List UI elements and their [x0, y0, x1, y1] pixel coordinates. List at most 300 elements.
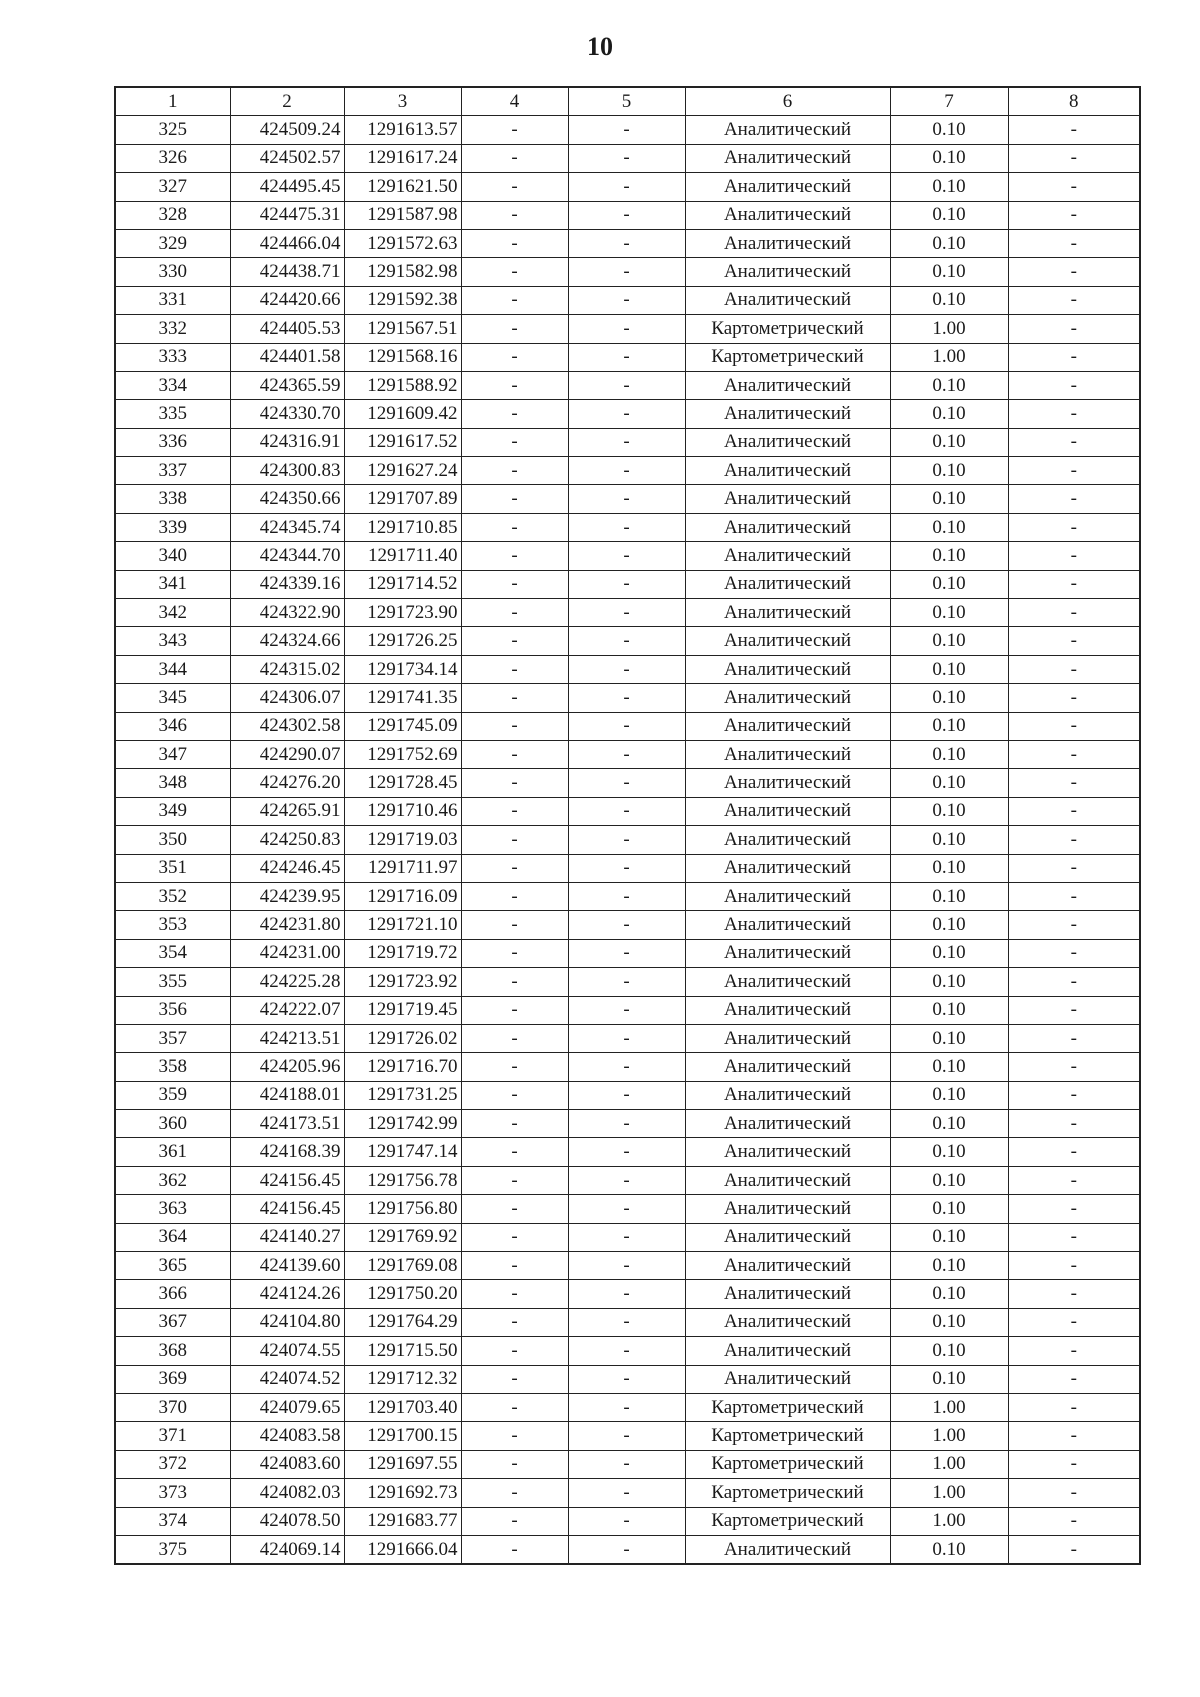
table-row	[115, 911, 1140, 939]
accuracy-cell: 0.10	[890, 1195, 1008, 1223]
column-4-cell: -	[461, 826, 568, 854]
column-4-cell: -	[461, 740, 568, 768]
point-number-cell: 358	[115, 1053, 230, 1081]
accuracy-cell: 0.10	[890, 1081, 1008, 1109]
accuracy-cell: 0.10	[890, 1365, 1008, 1393]
column-5-cell: -	[568, 1024, 685, 1052]
x-coordinate-cell: 424074.52	[230, 1365, 344, 1393]
column-5-cell: -	[568, 1365, 685, 1393]
column-header: 4	[461, 87, 568, 116]
method-cell: Картометрический	[685, 1479, 890, 1507]
column-8-cell: -	[1008, 882, 1140, 910]
column-4-cell: -	[461, 428, 568, 456]
table-row	[115, 1223, 1140, 1251]
table-row	[115, 740, 1140, 768]
accuracy-cell: 0.10	[890, 570, 1008, 598]
column-8-cell: -	[1008, 428, 1140, 456]
table-row	[115, 1479, 1140, 1507]
y-coordinate-cell: 1291582.98	[344, 258, 461, 286]
column-4-cell: -	[461, 1053, 568, 1081]
column-5-cell: -	[568, 229, 685, 257]
y-coordinate-cell: 1291711.97	[344, 854, 461, 882]
table-row	[115, 655, 1140, 683]
y-coordinate-cell: 1291567.51	[344, 315, 461, 343]
accuracy-cell: 0.10	[890, 627, 1008, 655]
column-4-cell: -	[461, 1422, 568, 1450]
y-coordinate-cell: 1291714.52	[344, 570, 461, 598]
point-number-cell: 337	[115, 457, 230, 485]
method-cell: Аналитический	[685, 116, 890, 144]
column-8-cell: -	[1008, 1479, 1140, 1507]
column-5-cell: -	[568, 712, 685, 740]
y-coordinate-cell: 1291697.55	[344, 1450, 461, 1478]
point-number-cell: 369	[115, 1365, 230, 1393]
y-coordinate-cell: 1291726.02	[344, 1024, 461, 1052]
y-coordinate-cell: 1291769.08	[344, 1252, 461, 1280]
method-cell: Аналитический	[685, 485, 890, 513]
column-8-cell: -	[1008, 1252, 1140, 1280]
accuracy-cell: 0.10	[890, 1166, 1008, 1194]
method-cell: Аналитический	[685, 599, 890, 627]
table-row	[115, 769, 1140, 797]
table-row	[115, 371, 1140, 399]
column-4-cell: -	[461, 116, 568, 144]
column-header: 8	[1008, 87, 1140, 116]
y-coordinate-cell: 1291750.20	[344, 1280, 461, 1308]
column-5-cell: -	[568, 1450, 685, 1478]
x-coordinate-cell: 424509.24	[230, 116, 344, 144]
point-number-cell: 339	[115, 513, 230, 541]
table-row	[115, 286, 1140, 314]
y-coordinate-cell: 1291756.80	[344, 1195, 461, 1223]
y-coordinate-cell: 1291726.25	[344, 627, 461, 655]
column-8-cell: -	[1008, 627, 1140, 655]
table-row	[115, 968, 1140, 996]
point-number-cell: 354	[115, 939, 230, 967]
point-number-cell: 329	[115, 229, 230, 257]
point-number-cell: 368	[115, 1337, 230, 1365]
y-coordinate-cell: 1291756.78	[344, 1166, 461, 1194]
method-cell: Аналитический	[685, 1337, 890, 1365]
column-5-cell: -	[568, 343, 685, 371]
column-8-cell: -	[1008, 400, 1140, 428]
column-4-cell: -	[461, 968, 568, 996]
accuracy-cell: 0.10	[890, 740, 1008, 768]
method-cell: Картометрический	[685, 1507, 890, 1535]
method-cell: Аналитический	[685, 1308, 890, 1336]
method-cell: Картометрический	[685, 343, 890, 371]
column-8-cell: -	[1008, 1337, 1140, 1365]
method-cell: Аналитический	[685, 144, 890, 172]
table-row	[115, 428, 1140, 456]
x-coordinate-cell: 424495.45	[230, 173, 344, 201]
column-4-cell: -	[461, 1450, 568, 1478]
column-5-cell: -	[568, 684, 685, 712]
x-coordinate-cell: 424246.45	[230, 854, 344, 882]
table-row	[115, 1535, 1140, 1564]
column-5-cell: -	[568, 1223, 685, 1251]
x-coordinate-cell: 424302.58	[230, 712, 344, 740]
y-coordinate-cell: 1291617.52	[344, 428, 461, 456]
method-cell: Аналитический	[685, 996, 890, 1024]
column-8-cell: -	[1008, 1081, 1140, 1109]
table-row	[115, 315, 1140, 343]
column-4-cell: -	[461, 1110, 568, 1138]
table-row	[115, 570, 1140, 598]
column-8-cell: -	[1008, 1393, 1140, 1421]
table-row	[115, 599, 1140, 627]
accuracy-cell: 0.10	[890, 116, 1008, 144]
x-coordinate-cell: 424222.07	[230, 996, 344, 1024]
point-number-cell: 331	[115, 286, 230, 314]
table-row	[115, 939, 1140, 967]
method-cell: Аналитический	[685, 769, 890, 797]
method-cell: Аналитический	[685, 627, 890, 655]
accuracy-cell: 0.10	[890, 1138, 1008, 1166]
column-5-cell: -	[568, 968, 685, 996]
column-4-cell: -	[461, 1365, 568, 1393]
accuracy-cell: 0.10	[890, 797, 1008, 825]
x-coordinate-cell: 424265.91	[230, 797, 344, 825]
table-row	[115, 684, 1140, 712]
y-coordinate-cell: 1291613.57	[344, 116, 461, 144]
y-coordinate-cell: 1291707.89	[344, 485, 461, 513]
point-number-cell: 364	[115, 1223, 230, 1251]
column-4-cell: -	[461, 1223, 568, 1251]
point-number-cell: 325	[115, 116, 230, 144]
column-4-cell: -	[461, 939, 568, 967]
y-coordinate-cell: 1291745.09	[344, 712, 461, 740]
accuracy-cell: 0.10	[890, 968, 1008, 996]
column-5-cell: -	[568, 740, 685, 768]
accuracy-cell: 0.10	[890, 769, 1008, 797]
method-cell: Аналитический	[685, 457, 890, 485]
x-coordinate-cell: 424365.59	[230, 371, 344, 399]
y-coordinate-cell: 1291721.10	[344, 911, 461, 939]
method-cell: Картометрический	[685, 1422, 890, 1450]
x-coordinate-cell: 424239.95	[230, 882, 344, 910]
table-row	[115, 1308, 1140, 1336]
point-number-cell: 327	[115, 173, 230, 201]
y-coordinate-cell: 1291621.50	[344, 173, 461, 201]
y-coordinate-cell: 1291710.46	[344, 797, 461, 825]
accuracy-cell: 0.10	[890, 1252, 1008, 1280]
x-coordinate-cell: 424300.83	[230, 457, 344, 485]
table-row	[115, 1110, 1140, 1138]
column-5-cell: -	[568, 1138, 685, 1166]
column-8-cell: -	[1008, 1280, 1140, 1308]
column-5-cell: -	[568, 854, 685, 882]
table-row	[115, 201, 1140, 229]
column-4-cell: -	[461, 1195, 568, 1223]
x-coordinate-cell: 424405.53	[230, 315, 344, 343]
y-coordinate-cell: 1291592.38	[344, 286, 461, 314]
point-number-cell: 336	[115, 428, 230, 456]
method-cell: Аналитический	[685, 1252, 890, 1280]
accuracy-cell: 0.10	[890, 1223, 1008, 1251]
x-coordinate-cell: 424401.58	[230, 343, 344, 371]
column-5-cell: -	[568, 1081, 685, 1109]
x-coordinate-cell: 424205.96	[230, 1053, 344, 1081]
column-4-cell: -	[461, 144, 568, 172]
method-cell: Аналитический	[685, 1053, 890, 1081]
table-row	[115, 258, 1140, 286]
accuracy-cell: 1.00	[890, 1479, 1008, 1507]
x-coordinate-cell: 424082.03	[230, 1479, 344, 1507]
x-coordinate-cell: 424156.45	[230, 1195, 344, 1223]
column-4-cell: -	[461, 1535, 568, 1564]
x-coordinate-cell: 424083.60	[230, 1450, 344, 1478]
accuracy-cell: 0.10	[890, 485, 1008, 513]
table-row	[115, 1507, 1140, 1535]
point-number-cell: 328	[115, 201, 230, 229]
column-5-cell: -	[568, 315, 685, 343]
accuracy-cell: 0.10	[890, 712, 1008, 740]
accuracy-cell: 0.10	[890, 1535, 1008, 1564]
method-cell: Аналитический	[685, 1535, 890, 1564]
point-number-cell: 341	[115, 570, 230, 598]
x-coordinate-cell: 424104.80	[230, 1308, 344, 1336]
method-cell: Аналитический	[685, 968, 890, 996]
accuracy-cell: 0.10	[890, 457, 1008, 485]
accuracy-cell: 1.00	[890, 1393, 1008, 1421]
column-4-cell: -	[461, 599, 568, 627]
table-row	[115, 854, 1140, 882]
column-5-cell: -	[568, 428, 685, 456]
y-coordinate-cell: 1291587.98	[344, 201, 461, 229]
column-5-cell: -	[568, 599, 685, 627]
method-cell: Аналитический	[685, 1081, 890, 1109]
y-coordinate-cell: 1291609.42	[344, 400, 461, 428]
point-number-cell: 351	[115, 854, 230, 882]
method-cell: Аналитический	[685, 1110, 890, 1138]
accuracy-cell: 0.10	[890, 286, 1008, 314]
accuracy-cell: 1.00	[890, 1450, 1008, 1478]
point-number-cell: 366	[115, 1280, 230, 1308]
column-8-cell: -	[1008, 854, 1140, 882]
column-5-cell: -	[568, 1393, 685, 1421]
column-5-cell: -	[568, 655, 685, 683]
y-coordinate-cell: 1291712.32	[344, 1365, 461, 1393]
x-coordinate-cell: 424069.14	[230, 1535, 344, 1564]
table-row	[115, 627, 1140, 655]
table-row	[115, 1053, 1140, 1081]
table-row	[115, 1252, 1140, 1280]
point-number-cell: 356	[115, 996, 230, 1024]
table-row	[115, 882, 1140, 910]
accuracy-cell: 0.10	[890, 939, 1008, 967]
point-number-cell: 362	[115, 1166, 230, 1194]
x-coordinate-cell: 424502.57	[230, 144, 344, 172]
column-4-cell: -	[461, 513, 568, 541]
column-5-cell: -	[568, 542, 685, 570]
method-cell: Аналитический	[685, 1195, 890, 1223]
method-cell: Аналитический	[685, 797, 890, 825]
column-8-cell: -	[1008, 968, 1140, 996]
x-coordinate-cell: 424466.04	[230, 229, 344, 257]
y-coordinate-cell: 1291742.99	[344, 1110, 461, 1138]
accuracy-cell: 0.10	[890, 1110, 1008, 1138]
point-number-cell: 347	[115, 740, 230, 768]
method-cell: Аналитический	[685, 684, 890, 712]
column-5-cell: -	[568, 116, 685, 144]
x-coordinate-cell: 424438.71	[230, 258, 344, 286]
y-coordinate-cell: 1291692.73	[344, 1479, 461, 1507]
column-4-cell: -	[461, 684, 568, 712]
x-coordinate-cell: 424231.00	[230, 939, 344, 967]
accuracy-cell: 0.10	[890, 173, 1008, 201]
accuracy-cell: 0.10	[890, 911, 1008, 939]
method-cell: Аналитический	[685, 173, 890, 201]
column-header: 7	[890, 87, 1008, 116]
point-number-cell: 360	[115, 1110, 230, 1138]
column-4-cell: -	[461, 570, 568, 598]
column-8-cell: -	[1008, 116, 1140, 144]
column-8-cell: -	[1008, 939, 1140, 967]
column-4-cell: -	[461, 371, 568, 399]
y-coordinate-cell: 1291719.72	[344, 939, 461, 967]
column-8-cell: -	[1008, 797, 1140, 825]
x-coordinate-cell: 424475.31	[230, 201, 344, 229]
accuracy-cell: 0.10	[890, 229, 1008, 257]
table-row	[115, 542, 1140, 570]
method-cell: Аналитический	[685, 1223, 890, 1251]
column-8-cell: -	[1008, 996, 1140, 1024]
y-coordinate-cell: 1291710.85	[344, 513, 461, 541]
y-coordinate-cell: 1291719.03	[344, 826, 461, 854]
column-5-cell: -	[568, 258, 685, 286]
column-4-cell: -	[461, 258, 568, 286]
accuracy-cell: 0.10	[890, 854, 1008, 882]
method-cell: Картометрический	[685, 1393, 890, 1421]
column-4-cell: -	[461, 1507, 568, 1535]
point-number-cell: 348	[115, 769, 230, 797]
point-number-cell: 373	[115, 1479, 230, 1507]
column-8-cell: -	[1008, 144, 1140, 172]
x-coordinate-cell: 424420.66	[230, 286, 344, 314]
column-5-cell: -	[568, 882, 685, 910]
column-5-cell: -	[568, 400, 685, 428]
x-coordinate-cell: 424276.20	[230, 769, 344, 797]
y-coordinate-cell: 1291719.45	[344, 996, 461, 1024]
accuracy-cell: 0.10	[890, 1280, 1008, 1308]
x-coordinate-cell: 424225.28	[230, 968, 344, 996]
point-number-cell: 352	[115, 882, 230, 910]
table-row	[115, 173, 1140, 201]
x-coordinate-cell: 424344.70	[230, 542, 344, 570]
point-number-cell: 359	[115, 1081, 230, 1109]
y-coordinate-cell: 1291728.45	[344, 769, 461, 797]
column-8-cell: -	[1008, 911, 1140, 939]
column-5-cell: -	[568, 570, 685, 598]
column-5-cell: -	[568, 513, 685, 541]
column-5-cell: -	[568, 627, 685, 655]
column-8-cell: -	[1008, 1166, 1140, 1194]
column-4-cell: -	[461, 1138, 568, 1166]
table-row	[115, 826, 1140, 854]
method-cell: Аналитический	[685, 911, 890, 939]
column-4-cell: -	[461, 343, 568, 371]
point-number-cell: 340	[115, 542, 230, 570]
y-coordinate-cell: 1291764.29	[344, 1308, 461, 1336]
column-4-cell: -	[461, 201, 568, 229]
column-4-cell: -	[461, 1024, 568, 1052]
accuracy-cell: 1.00	[890, 1422, 1008, 1450]
column-8-cell: -	[1008, 684, 1140, 712]
y-coordinate-cell: 1291617.24	[344, 144, 461, 172]
column-4-cell: -	[461, 286, 568, 314]
column-4-cell: -	[461, 854, 568, 882]
column-8-cell: -	[1008, 371, 1140, 399]
point-number-cell: 326	[115, 144, 230, 172]
column-8-cell: -	[1008, 286, 1140, 314]
column-4-cell: -	[461, 1393, 568, 1421]
column-8-cell: -	[1008, 485, 1140, 513]
accuracy-cell: 0.10	[890, 655, 1008, 683]
x-coordinate-cell: 424173.51	[230, 1110, 344, 1138]
table-row	[115, 1422, 1140, 1450]
column-5-cell: -	[568, 1166, 685, 1194]
method-cell: Аналитический	[685, 826, 890, 854]
column-8-cell: -	[1008, 173, 1140, 201]
point-number-cell: 372	[115, 1450, 230, 1478]
method-cell: Картометрический	[685, 315, 890, 343]
accuracy-cell: 0.10	[890, 826, 1008, 854]
column-4-cell: -	[461, 542, 568, 570]
column-8-cell: -	[1008, 1223, 1140, 1251]
method-cell: Аналитический	[685, 258, 890, 286]
accuracy-cell: 1.00	[890, 343, 1008, 371]
y-coordinate-cell: 1291666.04	[344, 1535, 461, 1564]
point-number-cell: 361	[115, 1138, 230, 1166]
column-5-cell: -	[568, 939, 685, 967]
x-coordinate-cell: 424345.74	[230, 513, 344, 541]
point-number-cell: 367	[115, 1308, 230, 1336]
table-row	[115, 1393, 1140, 1421]
table-row	[115, 229, 1140, 257]
method-cell: Картометрический	[685, 1450, 890, 1478]
y-coordinate-cell: 1291700.15	[344, 1422, 461, 1450]
x-coordinate-cell: 424213.51	[230, 1024, 344, 1052]
column-8-cell: -	[1008, 315, 1140, 343]
column-8-cell: -	[1008, 1507, 1140, 1535]
column-5-cell: -	[568, 826, 685, 854]
column-5-cell: -	[568, 485, 685, 513]
point-number-cell: 338	[115, 485, 230, 513]
column-5-cell: -	[568, 769, 685, 797]
column-header: 5	[568, 87, 685, 116]
table-row	[115, 400, 1140, 428]
table-row	[115, 1024, 1140, 1052]
x-coordinate-cell: 424124.26	[230, 1280, 344, 1308]
point-number-cell: 342	[115, 599, 230, 627]
method-cell: Аналитический	[685, 1365, 890, 1393]
column-8-cell: -	[1008, 1138, 1140, 1166]
method-cell: Аналитический	[685, 201, 890, 229]
method-cell: Аналитический	[685, 542, 890, 570]
column-5-cell: -	[568, 996, 685, 1024]
table-row	[115, 1450, 1140, 1478]
column-4-cell: -	[461, 769, 568, 797]
point-number-cell: 357	[115, 1024, 230, 1052]
column-8-cell: -	[1008, 513, 1140, 541]
x-coordinate-cell: 424324.66	[230, 627, 344, 655]
accuracy-cell: 0.10	[890, 1337, 1008, 1365]
x-coordinate-cell: 424350.66	[230, 485, 344, 513]
x-coordinate-cell: 424231.80	[230, 911, 344, 939]
x-coordinate-cell: 424290.07	[230, 740, 344, 768]
y-coordinate-cell: 1291627.24	[344, 457, 461, 485]
